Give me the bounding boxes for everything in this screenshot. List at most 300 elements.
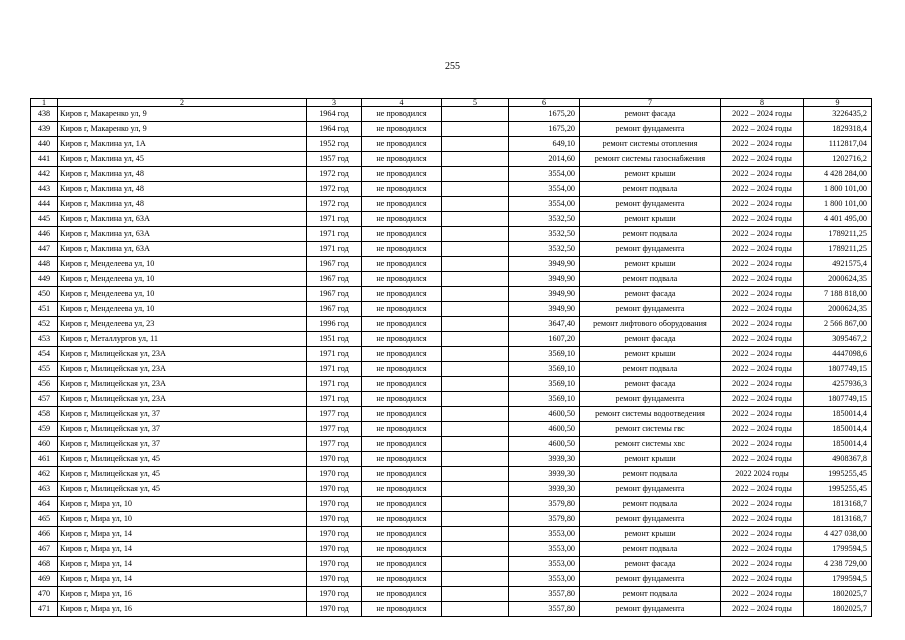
column-header: 9 [804, 99, 872, 107]
row-number-cell: 450 [31, 287, 58, 302]
empty-cell [442, 422, 509, 437]
work-type-cell: ремонт системы отопления [580, 137, 721, 152]
work-type-cell: ремонт подвала [580, 587, 721, 602]
empty-cell [442, 587, 509, 602]
work-type-cell: ремонт крыши [580, 347, 721, 362]
address-cell: Киров г, Мира ул, 14 [58, 572, 307, 587]
row-number-cell: 444 [31, 197, 58, 212]
last-repair-cell: не проводился [362, 362, 442, 377]
address-cell: Киров г, Милицейская ул, 23А [58, 392, 307, 407]
table-row [31, 257, 872, 272]
work-type-cell: ремонт крыши [580, 167, 721, 182]
row-number-cell: 442 [31, 167, 58, 182]
column-header: 3 [307, 99, 362, 107]
build-year-cell: 1971 год [307, 212, 362, 227]
area-cell: 4600,50 [509, 437, 580, 452]
row-number-cell: 463 [31, 482, 58, 497]
build-year-cell: 1970 год [307, 542, 362, 557]
table-row [31, 302, 872, 317]
cost-cell: 1802025,7 [804, 587, 872, 602]
work-type-cell: ремонт подвала [580, 362, 721, 377]
area-cell: 1675,20 [509, 122, 580, 137]
work-type-cell: ремонт системы водоотведения [580, 407, 721, 422]
address-cell: Киров г, Менделеева ул, 10 [58, 287, 307, 302]
build-year-cell: 1970 год [307, 602, 362, 617]
build-year-cell: 1967 год [307, 257, 362, 272]
last-repair-cell: не проводился [362, 182, 442, 197]
area-cell: 3554,00 [509, 197, 580, 212]
last-repair-cell: не проводился [362, 122, 442, 137]
build-year-cell: 1971 год [307, 392, 362, 407]
row-number-cell: 470 [31, 587, 58, 602]
last-repair-cell: не проводился [362, 542, 442, 557]
last-repair-cell: не проводился [362, 272, 442, 287]
cost-cell: 1850014,4 [804, 407, 872, 422]
row-number-cell: 467 [31, 542, 58, 557]
last-repair-cell: не проводился [362, 602, 442, 617]
cost-cell: 4447098,6 [804, 347, 872, 362]
row-number-cell: 469 [31, 572, 58, 587]
row-number-cell: 449 [31, 272, 58, 287]
row-number-cell: 446 [31, 227, 58, 242]
empty-cell [442, 287, 509, 302]
empty-cell [442, 467, 509, 482]
address-cell: Киров г, Маклина ул, 63А [58, 212, 307, 227]
build-year-cell: 1967 год [307, 272, 362, 287]
work-type-cell: ремонт системы газоснабжения [580, 152, 721, 167]
address-cell: Киров г, Маклина ул, 48 [58, 167, 307, 182]
empty-cell [442, 362, 509, 377]
period-cell: 2022 – 2024 годы [721, 422, 804, 437]
last-repair-cell: не проводился [362, 557, 442, 572]
address-cell: Киров г, Макаренко ул, 9 [58, 122, 307, 137]
row-number-cell: 462 [31, 467, 58, 482]
table-row [31, 182, 872, 197]
cost-cell: 3095467,2 [804, 332, 872, 347]
empty-cell [442, 572, 509, 587]
cost-cell: 1112817,04 [804, 137, 872, 152]
empty-cell [442, 602, 509, 617]
table-row [31, 227, 872, 242]
work-type-cell: ремонт фасада [580, 287, 721, 302]
table-row [31, 287, 872, 302]
build-year-cell: 1996 год [307, 317, 362, 332]
row-number-cell: 459 [31, 422, 58, 437]
area-cell: 4600,50 [509, 407, 580, 422]
empty-cell [442, 197, 509, 212]
build-year-cell: 1971 год [307, 377, 362, 392]
cost-cell: 4 428 284,00 [804, 167, 872, 182]
work-type-cell: ремонт системы хвс [580, 437, 721, 452]
table-row [31, 407, 872, 422]
table-row [31, 542, 872, 557]
address-cell: Киров г, Милицейская ул, 23А [58, 347, 307, 362]
address-cell: Киров г, Менделеева ул, 10 [58, 272, 307, 287]
row-number-cell: 464 [31, 497, 58, 512]
work-type-cell: ремонт фасада [580, 332, 721, 347]
address-cell: Киров г, Мира ул, 14 [58, 557, 307, 572]
build-year-cell: 1971 год [307, 242, 362, 257]
area-cell: 3553,00 [509, 542, 580, 557]
empty-cell [442, 272, 509, 287]
period-cell: 2022 – 2024 годы [721, 437, 804, 452]
address-cell: Киров г, Милицейская ул, 23А [58, 377, 307, 392]
work-type-cell: ремонт фундамента [580, 572, 721, 587]
area-cell: 2014,60 [509, 152, 580, 167]
row-number-cell: 451 [31, 302, 58, 317]
empty-cell [442, 257, 509, 272]
address-cell: Киров г, Маклина ул, 45 [58, 152, 307, 167]
row-number-cell: 448 [31, 257, 58, 272]
period-cell: 2022 – 2024 годы [721, 557, 804, 572]
empty-cell [442, 212, 509, 227]
period-cell: 2022 – 2024 годы [721, 512, 804, 527]
address-cell: Киров г, Милицейская ул, 37 [58, 422, 307, 437]
area-cell: 3579,80 [509, 512, 580, 527]
row-number-cell: 455 [31, 362, 58, 377]
build-year-cell: 1957 год [307, 152, 362, 167]
build-year-cell: 1971 год [307, 227, 362, 242]
cost-cell: 4257936,3 [804, 377, 872, 392]
build-year-cell: 1970 год [307, 572, 362, 587]
table-row [31, 422, 872, 437]
address-cell: Киров г, Мира ул, 16 [58, 602, 307, 617]
cost-cell: 2000624,35 [804, 302, 872, 317]
cost-cell: 1995255,45 [804, 467, 872, 482]
table-row [31, 482, 872, 497]
table-row [31, 152, 872, 167]
area-cell: 3532,50 [509, 212, 580, 227]
row-number-cell: 452 [31, 317, 58, 332]
build-year-cell: 1970 год [307, 467, 362, 482]
empty-cell [442, 107, 509, 122]
period-cell: 2022 – 2024 годы [721, 122, 804, 137]
area-cell: 3939,30 [509, 482, 580, 497]
last-repair-cell: не проводился [362, 422, 442, 437]
table-row [31, 242, 872, 257]
table-row [31, 122, 872, 137]
empty-cell [442, 317, 509, 332]
column-header: 4 [362, 99, 442, 107]
work-type-cell: ремонт подвала [580, 467, 721, 482]
empty-cell [442, 437, 509, 452]
area-cell: 3939,30 [509, 467, 580, 482]
period-cell: 2022 – 2024 годы [721, 167, 804, 182]
last-repair-cell: не проводился [362, 347, 442, 362]
period-cell: 2022 2024 годы [721, 467, 804, 482]
cost-cell: 1829318,4 [804, 122, 872, 137]
cost-cell: 4 238 729,00 [804, 557, 872, 572]
cost-cell: 2 566 867,00 [804, 317, 872, 332]
column-header: 1 [31, 99, 58, 107]
row-number-cell: 441 [31, 152, 58, 167]
period-cell: 2022 – 2024 годы [721, 302, 804, 317]
period-cell: 2022 – 2024 годы [721, 317, 804, 332]
period-cell: 2022 – 2024 годы [721, 107, 804, 122]
last-repair-cell: не проводился [362, 212, 442, 227]
cost-cell: 4908367,8 [804, 452, 872, 467]
build-year-cell: 1970 год [307, 482, 362, 497]
table-row [31, 602, 872, 617]
row-number-cell: 453 [31, 332, 58, 347]
cost-cell: 4 427 038,00 [804, 527, 872, 542]
area-cell: 3569,10 [509, 377, 580, 392]
work-type-cell: ремонт фасада [580, 107, 721, 122]
address-cell: Киров г, Маклина ул, 48 [58, 182, 307, 197]
area-cell: 3949,90 [509, 257, 580, 272]
build-year-cell: 1972 год [307, 182, 362, 197]
column-header: 5 [442, 99, 509, 107]
cost-cell: 4 401 495,00 [804, 212, 872, 227]
row-number-cell: 471 [31, 602, 58, 617]
row-number-cell: 461 [31, 452, 58, 467]
last-repair-cell: не проводился [362, 152, 442, 167]
period-cell: 2022 – 2024 годы [721, 602, 804, 617]
cost-cell: 1850014,4 [804, 422, 872, 437]
last-repair-cell: не проводился [362, 437, 442, 452]
work-type-cell: ремонт подвала [580, 272, 721, 287]
build-year-cell: 1971 год [307, 347, 362, 362]
work-type-cell: ремонт фундамента [580, 302, 721, 317]
period-cell: 2022 – 2024 годы [721, 572, 804, 587]
last-repair-cell: не проводился [362, 497, 442, 512]
last-repair-cell: не проводился [362, 137, 442, 152]
last-repair-cell: не проводился [362, 197, 442, 212]
empty-cell [442, 167, 509, 182]
cost-cell: 7 188 818,00 [804, 287, 872, 302]
row-number-cell: 438 [31, 107, 58, 122]
area-cell: 3949,90 [509, 272, 580, 287]
table-row [31, 167, 872, 182]
table-row [31, 212, 872, 227]
table-row [31, 392, 872, 407]
work-type-cell: ремонт крыши [580, 257, 721, 272]
period-cell: 2022 – 2024 годы [721, 137, 804, 152]
work-type-cell: ремонт фундамента [580, 482, 721, 497]
row-number-cell: 466 [31, 527, 58, 542]
cost-cell: 1799594,5 [804, 542, 872, 557]
last-repair-cell: не проводился [362, 317, 442, 332]
row-number-cell: 445 [31, 212, 58, 227]
build-year-cell: 1972 год [307, 197, 362, 212]
area-cell: 3554,00 [509, 182, 580, 197]
build-year-cell: 1970 год [307, 512, 362, 527]
address-cell: Киров г, Менделеева ул, 10 [58, 257, 307, 272]
last-repair-cell: не проводился [362, 467, 442, 482]
repair-schedule-table [30, 98, 872, 617]
last-repair-cell: не проводился [362, 257, 442, 272]
build-year-cell: 1964 год [307, 107, 362, 122]
address-cell: Киров г, Милицейская ул, 45 [58, 452, 307, 467]
last-repair-cell: не проводился [362, 242, 442, 257]
cost-cell: 1802025,7 [804, 602, 872, 617]
build-year-cell: 1970 год [307, 557, 362, 572]
empty-cell [442, 302, 509, 317]
area-cell: 1607,20 [509, 332, 580, 347]
area-cell: 3557,80 [509, 602, 580, 617]
row-number-cell: 440 [31, 137, 58, 152]
table-row [31, 572, 872, 587]
work-type-cell: ремонт фундамента [580, 197, 721, 212]
area-cell: 3569,10 [509, 347, 580, 362]
work-type-cell: ремонт фундамента [580, 122, 721, 137]
address-cell: Киров г, Макаренко ул, 9 [58, 107, 307, 122]
work-type-cell: ремонт фундамента [580, 512, 721, 527]
table-row [31, 467, 872, 482]
empty-cell [442, 542, 509, 557]
area-cell: 3557,80 [509, 587, 580, 602]
area-cell: 3939,30 [509, 452, 580, 467]
column-header: 2 [58, 99, 307, 107]
work-type-cell: ремонт крыши [580, 452, 721, 467]
last-repair-cell: не проводился [362, 332, 442, 347]
cost-cell: 3226435,2 [804, 107, 872, 122]
empty-cell [442, 152, 509, 167]
address-cell: Киров г, Маклина ул, 63А [58, 242, 307, 257]
table-row [31, 497, 872, 512]
last-repair-cell: не проводился [362, 227, 442, 242]
row-number-cell: 458 [31, 407, 58, 422]
build-year-cell: 1977 год [307, 422, 362, 437]
table-row [31, 317, 872, 332]
table-row [31, 512, 872, 527]
row-number-cell: 460 [31, 437, 58, 452]
area-cell: 3949,90 [509, 302, 580, 317]
cost-cell: 1813168,7 [804, 512, 872, 527]
period-cell: 2022 – 2024 годы [721, 212, 804, 227]
work-type-cell: ремонт фундамента [580, 242, 721, 257]
empty-cell [442, 392, 509, 407]
last-repair-cell: не проводился [362, 107, 442, 122]
area-cell: 3569,10 [509, 362, 580, 377]
address-cell: Киров г, Металлургов ул, 11 [58, 332, 307, 347]
area-cell: 3532,50 [509, 227, 580, 242]
address-cell: Киров г, Менделеева ул, 10 [58, 302, 307, 317]
cost-cell: 2000624,35 [804, 272, 872, 287]
period-cell: 2022 – 2024 годы [721, 542, 804, 557]
row-number-cell: 457 [31, 392, 58, 407]
empty-cell [442, 407, 509, 422]
build-year-cell: 1970 год [307, 452, 362, 467]
empty-cell [442, 182, 509, 197]
area-cell: 3579,80 [509, 497, 580, 512]
table-row [31, 347, 872, 362]
table-row [31, 272, 872, 287]
cost-cell: 1 800 101,00 [804, 197, 872, 212]
cost-cell: 1807749,15 [804, 392, 872, 407]
column-header: 8 [721, 99, 804, 107]
address-cell: Киров г, Маклина ул, 63А [58, 227, 307, 242]
period-cell: 2022 – 2024 годы [721, 227, 804, 242]
last-repair-cell: не проводился [362, 287, 442, 302]
column-header: 6 [509, 99, 580, 107]
last-repair-cell: не проводился [362, 587, 442, 602]
empty-cell [442, 242, 509, 257]
area-cell: 3553,00 [509, 557, 580, 572]
period-cell: 2022 – 2024 годы [721, 527, 804, 542]
period-cell: 2022 – 2024 годы [721, 332, 804, 347]
work-type-cell: ремонт системы гвс [580, 422, 721, 437]
area-cell: 649,10 [509, 137, 580, 152]
last-repair-cell: не проводился [362, 452, 442, 467]
address-cell: Киров г, Милицейская ул, 37 [58, 437, 307, 452]
address-cell: Киров г, Менделеева ул, 23 [58, 317, 307, 332]
address-cell: Киров г, Милицейская ул, 45 [58, 482, 307, 497]
build-year-cell: 1951 год [307, 332, 362, 347]
period-cell: 2022 – 2024 годы [721, 182, 804, 197]
empty-cell [442, 332, 509, 347]
last-repair-cell: не проводился [362, 377, 442, 392]
build-year-cell: 1972 год [307, 167, 362, 182]
last-repair-cell: не проводился [362, 572, 442, 587]
address-cell: Киров г, Милицейская ул, 23А [58, 362, 307, 377]
row-number-cell: 454 [31, 347, 58, 362]
table-row [31, 197, 872, 212]
build-year-cell: 1964 год [307, 122, 362, 137]
work-type-cell: ремонт подвала [580, 497, 721, 512]
last-repair-cell: не проводился [362, 167, 442, 182]
period-cell: 2022 – 2024 годы [721, 197, 804, 212]
cost-cell: 1799594,5 [804, 572, 872, 587]
period-cell: 2022 – 2024 годы [721, 152, 804, 167]
cost-cell: 1995255,45 [804, 482, 872, 497]
column-header: 7 [580, 99, 721, 107]
work-type-cell: ремонт фасада [580, 557, 721, 572]
work-type-cell: ремонт фасада [580, 377, 721, 392]
empty-cell [442, 377, 509, 392]
address-cell: Киров г, Мира ул, 14 [58, 542, 307, 557]
period-cell: 2022 – 2024 годы [721, 377, 804, 392]
cost-cell: 1807749,15 [804, 362, 872, 377]
row-number-cell: 443 [31, 182, 58, 197]
last-repair-cell: не проводился [362, 392, 442, 407]
build-year-cell: 1971 год [307, 362, 362, 377]
area-cell: 4600,50 [509, 422, 580, 437]
address-cell: Киров г, Мира ул, 10 [58, 497, 307, 512]
table-row [31, 587, 872, 602]
area-cell: 3553,00 [509, 527, 580, 542]
build-year-cell: 1967 год [307, 287, 362, 302]
last-repair-cell: не проводился [362, 512, 442, 527]
work-type-cell: ремонт подвала [580, 227, 721, 242]
empty-cell [442, 497, 509, 512]
work-type-cell: ремонт фундамента [580, 392, 721, 407]
last-repair-cell: не проводился [362, 482, 442, 497]
build-year-cell: 1967 год [307, 302, 362, 317]
period-cell: 2022 – 2024 годы [721, 257, 804, 272]
period-cell: 2022 – 2024 годы [721, 347, 804, 362]
empty-cell [442, 482, 509, 497]
period-cell: 2022 – 2024 годы [721, 287, 804, 302]
row-number-cell: 468 [31, 557, 58, 572]
build-year-cell: 1977 год [307, 437, 362, 452]
period-cell: 2022 – 2024 годы [721, 407, 804, 422]
row-number-cell: 447 [31, 242, 58, 257]
cost-cell: 1789211,25 [804, 227, 872, 242]
period-cell: 2022 – 2024 годы [721, 482, 804, 497]
address-cell: Киров г, Мира ул, 14 [58, 527, 307, 542]
table-row [31, 437, 872, 452]
work-type-cell: ремонт подвала [580, 542, 721, 557]
area-cell: 3949,90 [509, 287, 580, 302]
table-row [31, 107, 872, 122]
cost-cell: 1 800 101,00 [804, 182, 872, 197]
row-number-cell: 456 [31, 377, 58, 392]
build-year-cell: 1952 год [307, 137, 362, 152]
column-number-row [31, 99, 872, 107]
area-cell: 3553,00 [509, 572, 580, 587]
address-cell: Киров г, Мира ул, 10 [58, 512, 307, 527]
